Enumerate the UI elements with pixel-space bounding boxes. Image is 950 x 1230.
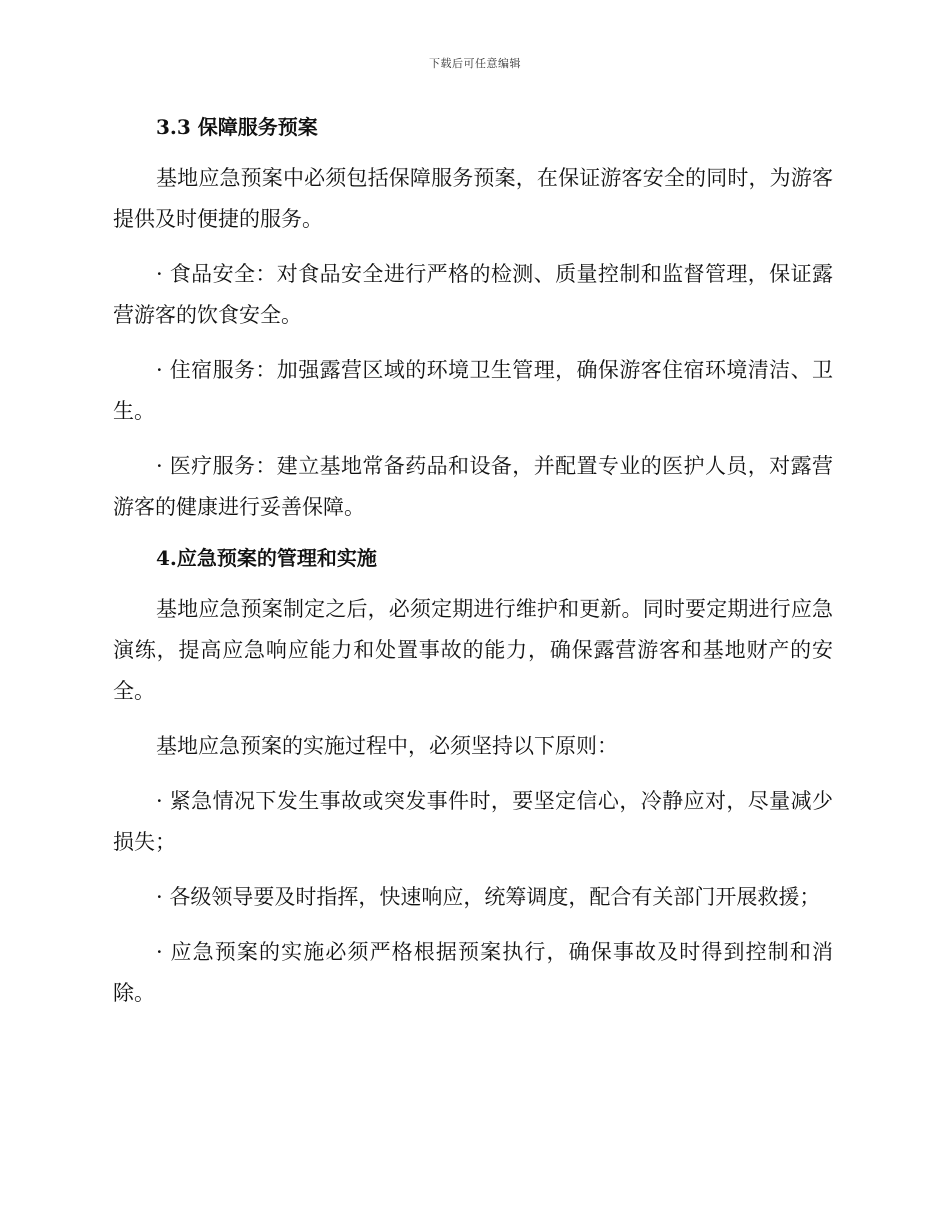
list-item-food-safety: · 食品安全：对食品安全进行严格的检测、质量控制和监督管理，保证露营游客的饮食安全。 [113,262,833,327]
list-item-lodging: · 住宿服务：加强露营区域的环境卫生管理，确保游客住宿环境清洁、卫生。 [113,358,833,423]
list-item-principle-1: · 紧急情况下发生事故或突发事件时，要坚定信心，冷静应对，尽量减少损失； [113,789,833,854]
document-body [113,111,833,1014]
section-heading-3-3: 3.3 保障服务预案 [156,115,318,139]
section-3-3-intro: 基地应急预案中必须包括保障服务预案，在保证游客安全的同时，为游客提供及时便捷的服务。 [113,166,833,231]
list-item-medical: · 医疗服务：建立基地常备药品和设备，并配置专业的医护人员，对露营游客的健康进行妥善保障。 [113,454,833,519]
section-4-paragraph-1: 基地应急预案制定之后，必须定期进行维护和更新。同时要定期进行应急演练，提高应急响应能力和处置事故的能力，确保露营游客和基地财产的安全。 [113,597,833,703]
list-item-principle-3: · 应急预案的实施必须严格根据预案执行，确保事故及时得到控制和消除。 [113,940,833,1005]
section-heading-4: 4.应急预案的管理和实施 [156,546,377,570]
list-item-principle-2: · 各级领导要及时指挥，快速响应，统筹调度，配合有关部门开展救援； [156,885,821,909]
section-4-paragraph-2: 基地应急预案的实施过程中，必须坚持以下原则： [156,734,618,758]
header-note: 下载后可任意编辑 [429,57,521,70]
